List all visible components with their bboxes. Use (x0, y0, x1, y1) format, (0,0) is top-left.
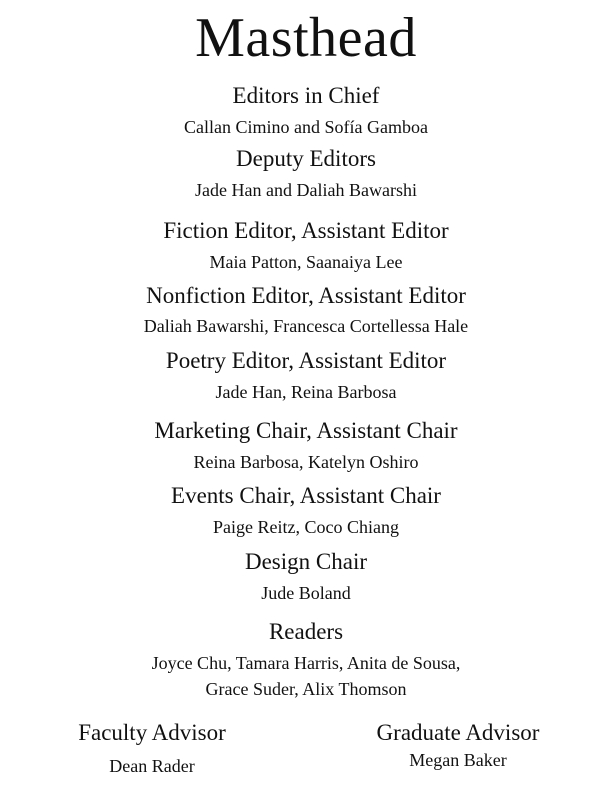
section-heading-fiction: Fiction Editor, Assistant Editor (163, 218, 449, 243)
section-names-deputy-editors: Jade Han and Daliah Bawarshi (195, 180, 417, 200)
graduate-advisor-name: Megan Baker (409, 750, 507, 770)
faculty-advisor-block (62, 719, 242, 777)
section-names-editors-in-chief: Callan Cimino and Sofía Gamboa (184, 117, 428, 137)
section-names-events: Paige Reitz, Coco Chiang (213, 517, 399, 537)
section-names-design: Jude Boland (261, 583, 351, 603)
section-heading-nonfiction: Nonfiction Editor, Assistant Editor (146, 283, 466, 308)
section-names-fiction: Maia Patton, Saanaiya Lee (209, 252, 403, 272)
section-heading-editors-in-chief: Editors in Chief (232, 83, 380, 108)
section-heading-design: Design Chair (244, 549, 367, 574)
page-title: Masthead (195, 7, 417, 69)
section-names-readers-line1: Joyce Chu, Tamara Harris, Anita de Sousa, (151, 653, 461, 673)
section-heading-marketing: Marketing Chair, Assistant Chair (154, 418, 458, 443)
section-heading-poetry: Poetry Editor, Assistant Editor (165, 348, 447, 373)
faculty-advisor-heading: Faculty Advisor (78, 720, 226, 745)
section-names-readers-line2: Grace Suder, Alix Thomson (205, 679, 407, 699)
graduate-advisor-block (352, 719, 564, 771)
section-heading-readers: Readers (268, 619, 344, 644)
section-names-nonfiction: Daliah Bawarshi, Francesca Cortellessa Hale (143, 316, 469, 336)
section-heading-deputy-editors: Deputy Editors (236, 146, 376, 171)
section-heading-events: Events Chair, Assistant Chair (171, 483, 441, 508)
faculty-advisor-name: Dean Rader (109, 756, 195, 776)
section-names-marketing: Reina Barbosa, Katelyn Oshiro (193, 452, 419, 472)
section-names-poetry: Jade Han, Reina Barbosa (215, 382, 397, 402)
graduate-advisor-heading: Graduate Advisor (376, 720, 540, 745)
